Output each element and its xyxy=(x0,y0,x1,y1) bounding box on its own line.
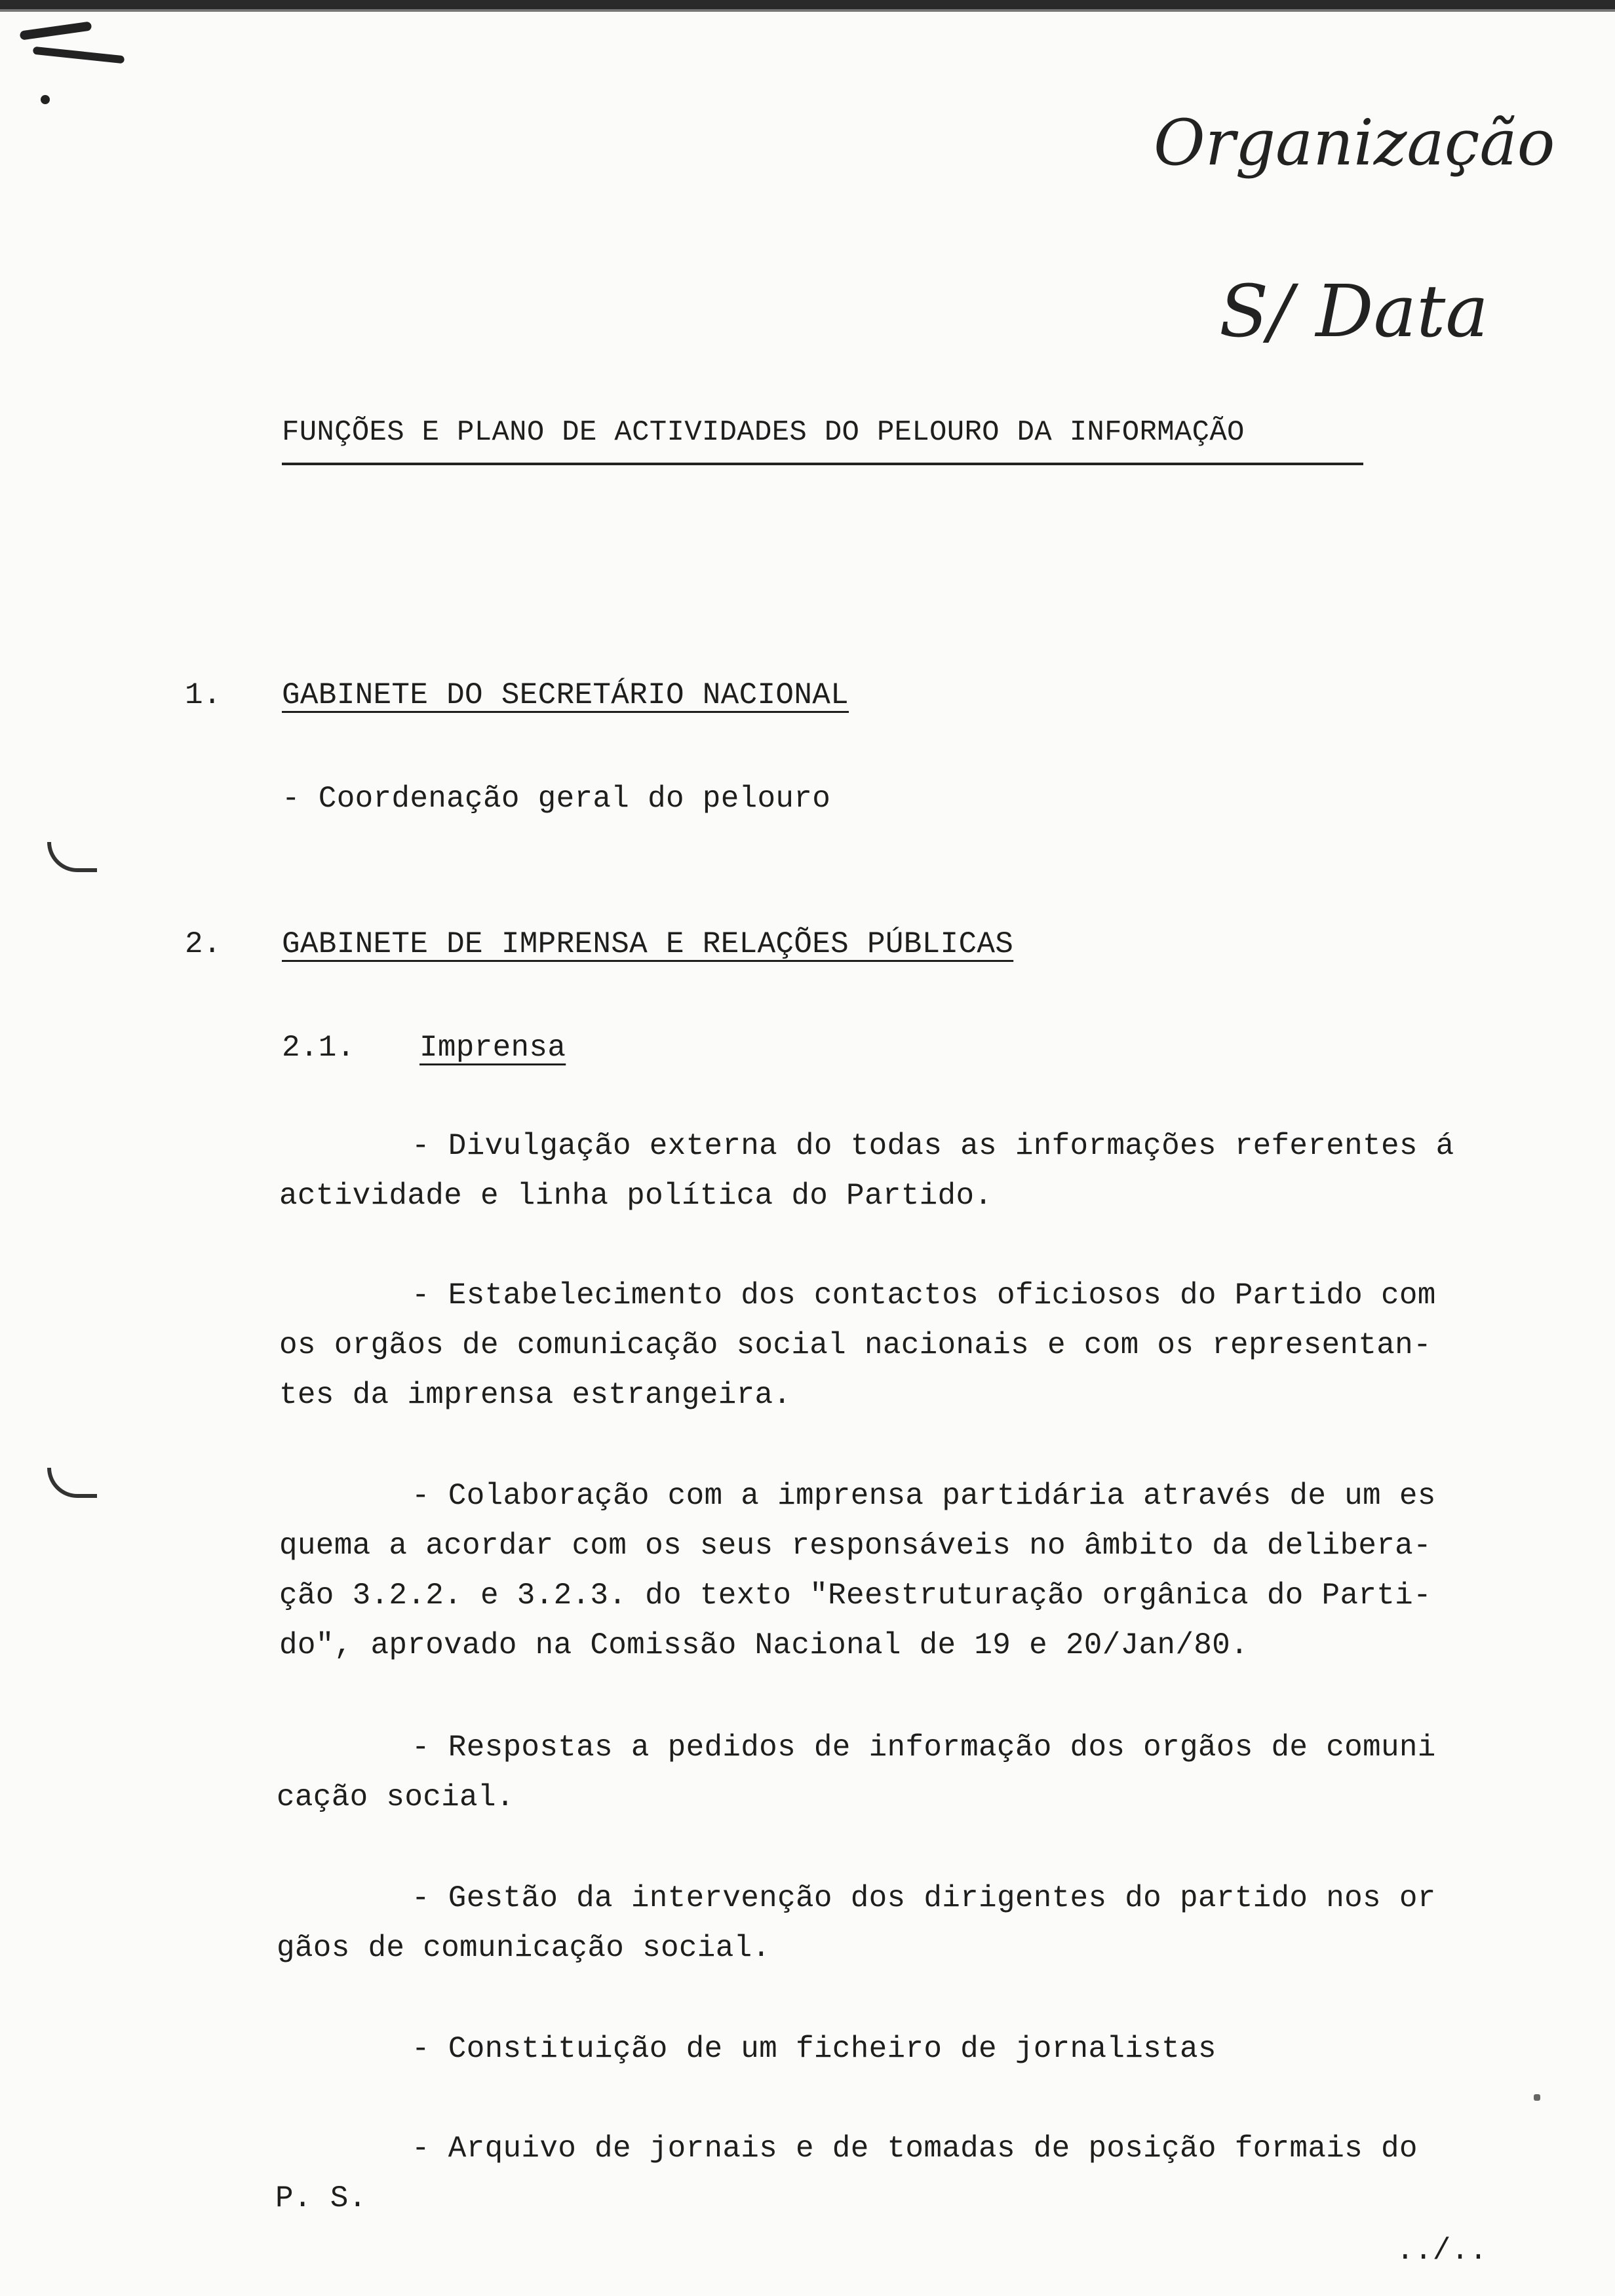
punch-dot xyxy=(41,95,50,104)
list-item-line: - Divulgação externa do todas as informações referentes á xyxy=(412,1129,1454,1163)
list-item-line: - Gestão da intervenção dos dirigentes do partido nos or xyxy=(412,1881,1436,1915)
handwritten-note: Organização xyxy=(1154,106,1555,180)
binding-bracket-mark xyxy=(47,842,97,872)
list-item-line: quema a acordar com os seus responsáveis no âmbito da delibera- xyxy=(279,1529,1431,1563)
staple-mark xyxy=(20,21,92,40)
list-item-line: os orgãos de comunicação social nacionais e com os representan- xyxy=(279,1328,1431,1362)
staple-mark xyxy=(33,47,125,64)
list-item-line: do", aprovado na Comissão Nacional de 19 e 20/Jan/80. xyxy=(279,1628,1249,1662)
handwritten-date-note: S/ Data xyxy=(1219,269,1489,353)
scan-top-edge-shadow xyxy=(0,9,1615,12)
list-item-line: - Constituição de um ficheiro de jornalistas xyxy=(412,2032,1216,2066)
section-1-number: 1. xyxy=(185,678,222,712)
list-item-line: gãos de comunicação social. xyxy=(277,1931,771,1965)
document-title: FUNÇÕES E PLANO DE ACTIVIDADES DO PELOURO DA INFORMAÇÃO xyxy=(282,416,1245,449)
section-2-heading: GABINETE DE IMPRENSA E RELAÇÕES PÚBLICAS xyxy=(282,927,1014,961)
list-item-line: - Respostas a pedidos de informação dos orgãos de comuni xyxy=(412,1731,1436,1765)
list-item-line: - Arquivo de jornais e de tomadas de posição formais do xyxy=(412,2132,1418,2166)
list-item-line: tes da imprensa estrangeira. xyxy=(279,1378,792,1412)
scan-top-edge xyxy=(0,0,1615,9)
binding-bracket-mark xyxy=(47,1468,97,1498)
list-item-line: actividade e linha política do Partido. xyxy=(279,1179,993,1213)
ink-speck xyxy=(1534,2094,1540,2101)
list-item-line: - Colaboração com a imprensa partidária através de um es xyxy=(412,1479,1436,1513)
page-continuation-mark: ../.. xyxy=(1396,2234,1488,2268)
list-item-line: P. S. xyxy=(275,2181,367,2215)
section-1-heading: GABINETE DO SECRETÁRIO NACIONAL xyxy=(282,678,849,712)
subsection-2-1-heading: Imprensa xyxy=(419,1031,566,1065)
section-1-item: - Coordenação geral do pelouro xyxy=(282,782,831,816)
list-item-line: cação social. xyxy=(277,1780,515,1814)
list-item-line: - Estabelecimento dos contactos oficiosos do Partido com xyxy=(412,1278,1436,1312)
subsection-2-1-number: 2.1. xyxy=(282,1031,355,1065)
section-2-number: 2. xyxy=(185,927,222,961)
list-item-line: ção 3.2.2. e 3.2.3. do texto "Reestruturação orgânica do Parti- xyxy=(279,1578,1431,1613)
title-underline xyxy=(282,463,1363,465)
